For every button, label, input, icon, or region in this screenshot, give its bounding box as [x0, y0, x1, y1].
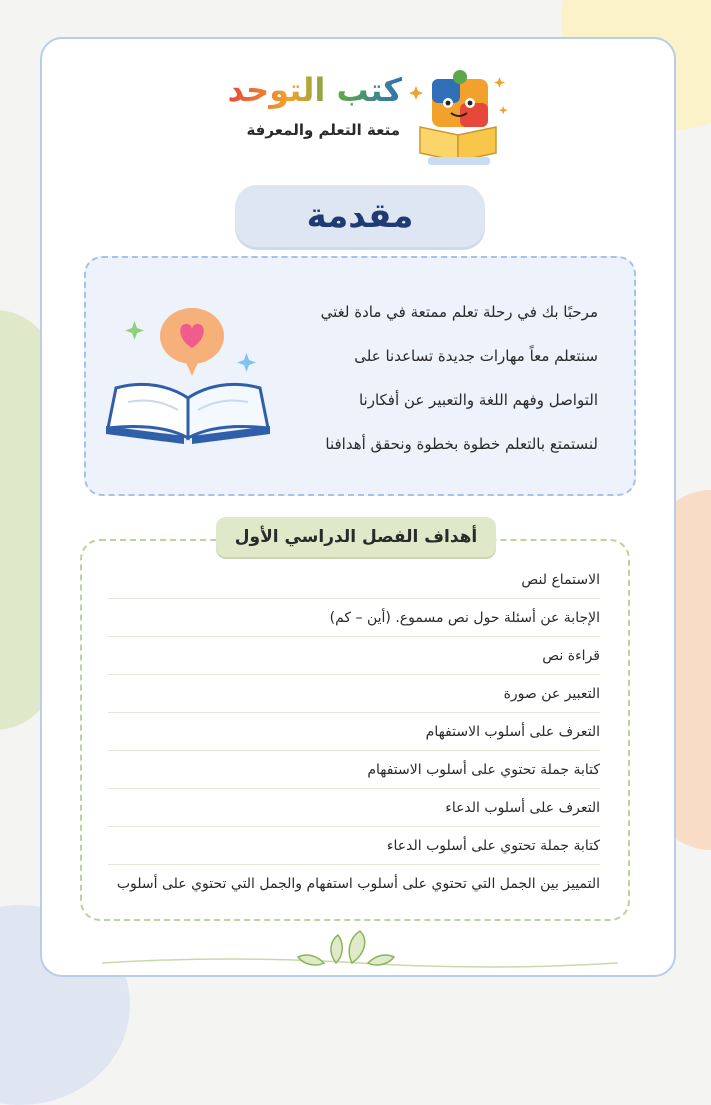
goals-heading: أهداف الفصل الدراسي الأول: [216, 517, 496, 557]
goal-item: التمييز بين الجمل التي تحتوي على أسلوب استفهام والجمل التي تحتوي على أسلوب: [116, 876, 600, 892]
brand-title: كتب التوحد: [227, 71, 402, 109]
intro-heading-pill: [235, 185, 485, 247]
goal-item: الاستماع لنص: [108, 561, 600, 599]
goal-item: التعبير عن صورة: [108, 675, 600, 713]
goal-item: قراءة نص: [108, 637, 600, 675]
leaves-icon: [102, 929, 618, 969]
page-card: [40, 37, 676, 977]
intro-heading: مقدمة: [306, 196, 414, 236]
goals-box: [80, 539, 630, 921]
goal-item: التعرف على أسلوب الدعاء: [108, 789, 600, 827]
welcome-box: [84, 256, 636, 496]
welcome-text: [278, 290, 598, 466]
welcome-line: مرحبًا بك في رحلة تعلم ممتعة في مادة لغتي: [320, 303, 598, 321]
goal-item: الإجابة عن أسئلة حول نص مسموع. (أين – كم): [108, 599, 600, 637]
brand-subtitle: متعة التعلم والمعرفة: [246, 121, 400, 139]
open-book-heart-bubble-icon: [98, 298, 278, 448]
goal-item: التعرف على أسلوب الاستفهام: [108, 713, 600, 751]
welcome-line: لنستمتع بالتعلم خطوة بخطوة ونحقق أهدافنا: [325, 435, 598, 453]
goal-item: كتابة جملة تحتوي على أسلوب الدعاء: [108, 827, 600, 865]
welcome-line: سنتعلم معاً مهارات جديدة تساعدنا على: [354, 347, 598, 365]
goal-item: كتابة جملة تحتوي على أسلوب الاستفهام: [108, 751, 600, 789]
brand-header: [212, 69, 512, 169]
puzzle-mascot-icon: [402, 69, 512, 169]
goals-list: [108, 561, 600, 902]
welcome-line: التواصل وفهم اللغة والتعبير عن أفكارنا: [358, 391, 598, 409]
